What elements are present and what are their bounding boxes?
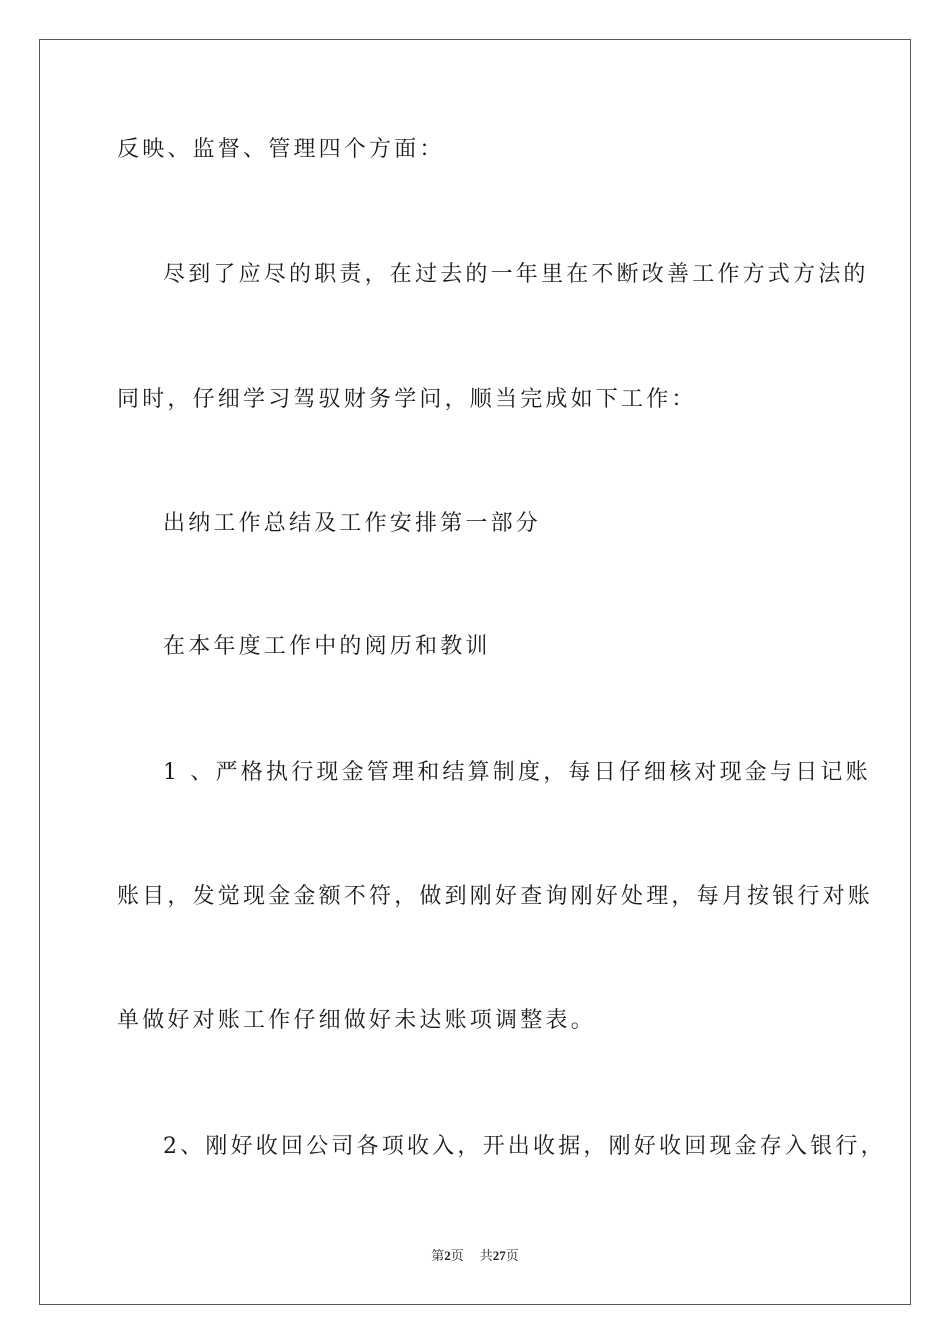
footer-total-suffix: 页: [505, 1248, 519, 1263]
text-line-3: 同时，仔细学习驾驭财务学问，顺当完成如下工作：: [117, 387, 697, 412]
page-border: [39, 39, 911, 1305]
footer-total-pages: 27: [492, 1248, 506, 1263]
text-line-2: 尽到了应尽的职责，在过去的一年里在不断改善工作方式方法的: [163, 262, 869, 287]
footer-total-prefix: 共: [479, 1248, 493, 1263]
footer-page-suffix: 页: [450, 1248, 464, 1263]
page-footer: [0, 1247, 950, 1265]
subsection-heading: 在本年度工作中的阅历和教训: [163, 634, 491, 659]
text-line-8: 单做好对账工作仔细做好未达账项调整表。: [117, 1008, 596, 1033]
text-line-9: 2、刚好收回公司各项收入，开出收据，刚好收回现金存入银行，: [163, 1134, 886, 1159]
footer-page-number: 2: [444, 1248, 451, 1263]
text-line-1: 反映、监督、管理四个方面：: [117, 137, 445, 162]
text-line-6: 1 、严格执行现金管理和结算制度，每日仔细核对现金与日记账: [163, 760, 871, 785]
footer-page-prefix: 第: [431, 1248, 445, 1263]
text-line-7: 账目，发觉现金金额不符，做到刚好查询刚好处理，每月按银行对账: [117, 884, 874, 909]
section-heading: 出纳工作总结及工作安排第一部分: [163, 511, 542, 536]
